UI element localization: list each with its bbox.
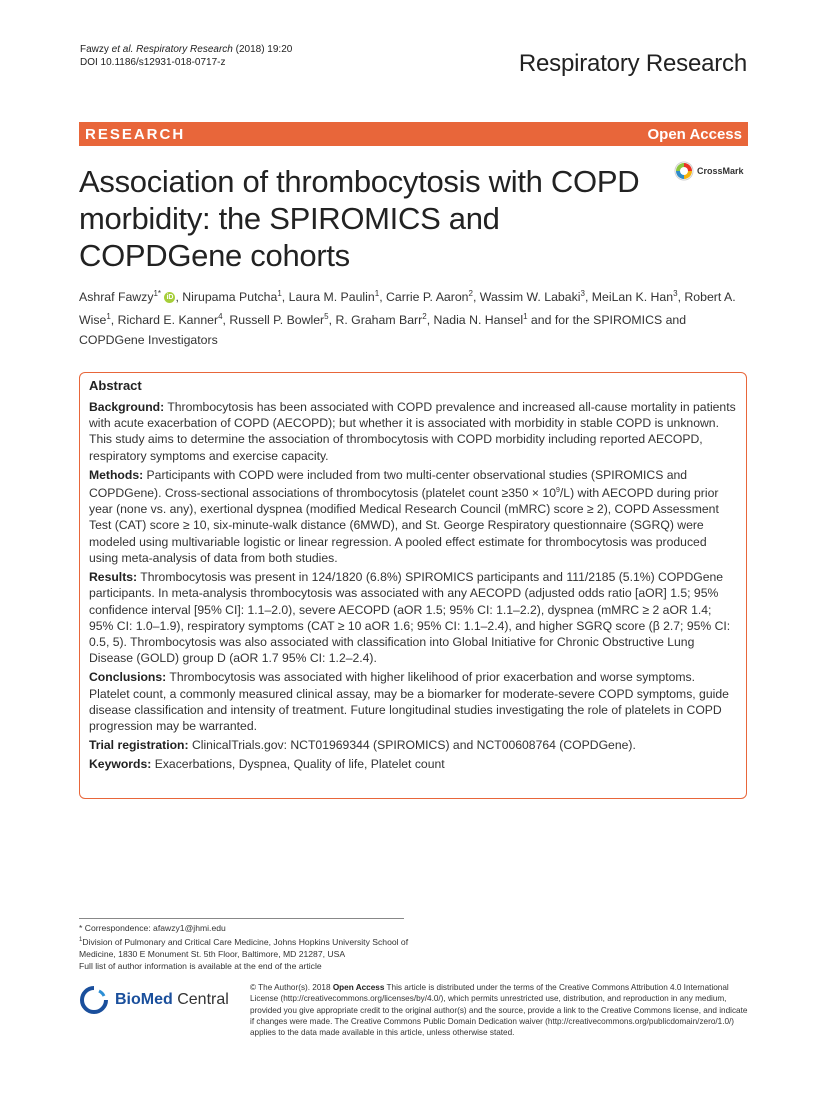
crossmark-badge[interactable] bbox=[674, 158, 754, 184]
abstract-keywords: Keywords: Exacerbations, Dyspnea, Quality of life, Platelet count bbox=[89, 757, 445, 772]
abstract-background: Background: Thrombocytosis has been associated with COPD prevalence and increased all-cause mortality in patients with acute exacerbation of COPD (AECOPD); but whether it is associated with morbidity in stable COPD is unknown. This study aims to determine the association of thrombocytosis with COPD morbidity including reported AECOPD, respiratory symptoms and exercise capacity. bbox=[89, 400, 736, 463]
footnotes bbox=[79, 922, 419, 972]
footnote-divider bbox=[79, 918, 404, 919]
citation-line: Fawzy et al. Respiratory Research (2018) 19:20 bbox=[80, 44, 293, 55]
crossmark-icon bbox=[674, 161, 694, 181]
abstract-methods: Methods: Participants with COPD were included from two multi-center observational studies (SPIROMICS and COPDGene). Cross-sectional associations of thrombocytosis (platelet count $\ge 350 \times 10^9/L$) with AECOPD during prior year (none vs. any), exertional dyspnea (modified Medical Research Council (mMRC) score ≥ 2), COPD Assessment Test (CAT) score ≥ 10, six-minute-walk distance (6MWD), and St. George Respiratory questionnaire (SGRQ) were modeled using multivariable logistic or linear regression. A pooled effect estimate for thrombocytosis was produced using meta-analysis of data from both studies. bbox=[89, 467, 719, 565]
author-list: Ashraf Fawzy$^{1*}$ iD , Nirupama Putcha$^1$, Laura M. Paulin$^1$, Carrie P. Aaron$^2$, Wassim W. Labaki$^3$, MeiLan K. Han$^3$, Robert A. Wise$^1$, Richard E. Kanner$^4$, Russell P. Bowler$^5$, R. Graham Barr$^2$, Nadia N. Hansel$^1$ and for the SPIROMICS and COPDGene Investigators bbox=[79, 289, 736, 348]
abstract-box bbox=[79, 372, 747, 799]
biomed-central-logo bbox=[79, 985, 239, 1015]
citation-journal: et al. Respiratory Research bbox=[111, 44, 233, 55]
doi[interactable]: DOI 10.1186/s12931-018-0717-z bbox=[80, 57, 226, 68]
open-access-label: Open Access bbox=[647, 125, 742, 143]
full-author-info-note: Full list of author information is available at the end of the article bbox=[79, 960, 322, 971]
crossmark-label: CrossMark bbox=[697, 166, 744, 176]
citation-header bbox=[80, 43, 292, 69]
license-statement: © The Author(s). 2018 Open Access This article is distributed under the terms of the Creative Commons Attribution 4.0 International License (http://creativecommons.org/licenses/by/4.0/), which permits unrestricted use, distribution, and reproduction in any medium, provided you give appropriate credit to the original author(s) and the source, provide a link to the Creative Commons license, and indicate if changes were made. The Creative Commons Public Domain Dedication waiver (http://creativecommons.org/publicdomain/zero/1.0/) applies to the data made available in this article, unless otherwise stated. bbox=[250, 983, 748, 1038]
article-type: RESEARCH bbox=[85, 125, 186, 143]
abstract-trial-registration: Trial registration: ClinicalTrials.gov: NCT01969344 (SPIROMICS) and NCT00608764 (COPDGene). bbox=[89, 738, 636, 753]
abstract-heading: Abstract bbox=[89, 378, 142, 393]
biomed-central-icon bbox=[79, 985, 109, 1015]
article-type-banner bbox=[79, 122, 748, 146]
correspondence[interactable]: * Correspondence: afawzy1@jhmi.edu bbox=[79, 923, 226, 933]
abstract-results: Results: Thrombocytosis was present in 124/1820 (6.8%) SPIROMICS participants and 111/2185 (5.1%) COPDGene participants. In meta-analysis thrombocytosis was associated with any AECOPD (adjusted odds ratio [aOR] 1.5; 95% confidence interval [95% CI]: 1.1–2.0), severe AECOPD (aOR 1.5; 95% CI: 1.1–2.2), dyspnea (mMRC ≥ 2 aOR 1.4; 95% CI: 1.0–1.9), respiratory symptoms (CAT ≥ 10 aOR 1.6; 95% CI: 1.1–2.4), and higher SGRQ score (β 2.7; 95% CI: 0.5, 5). Thrombocytosis was also associated with classification into Global Initiative for Chronic Obstructive Lung Disease (GOLD) group D (aOR 1.7 95% CI: 1.2–2.4). bbox=[89, 570, 731, 666]
abstract-conclusions: Conclusions: Thrombocytosis was associated with higher likelihood of prior exacerbation and worse symptoms. Platelet count, a commonly measured clinical assay, may be a biomarker for moderate-severe COPD symptoms, guide disease classification and intensity of treatment. Future longitudinal studies investigating the role of platelets in COPD progression may be warranted. bbox=[89, 670, 729, 733]
article-title: Association of thrombocytosis with COPD morbidity: the SPIROMICS and COPDGene cohorts bbox=[79, 164, 640, 273]
orcid-icon[interactable]: iD bbox=[166, 294, 174, 302]
journal-name: Respiratory Research bbox=[518, 50, 747, 77]
affiliation: $^1$Division of Pulmonary and Critical Care Medicine, Johns Hopkins University School of Medicine, 1830 E Monument St. 5th Floor, Baltimore, MD 21287, USA bbox=[79, 936, 409, 959]
biomed-central-wordmark: BioMed Central bbox=[115, 991, 229, 1008]
